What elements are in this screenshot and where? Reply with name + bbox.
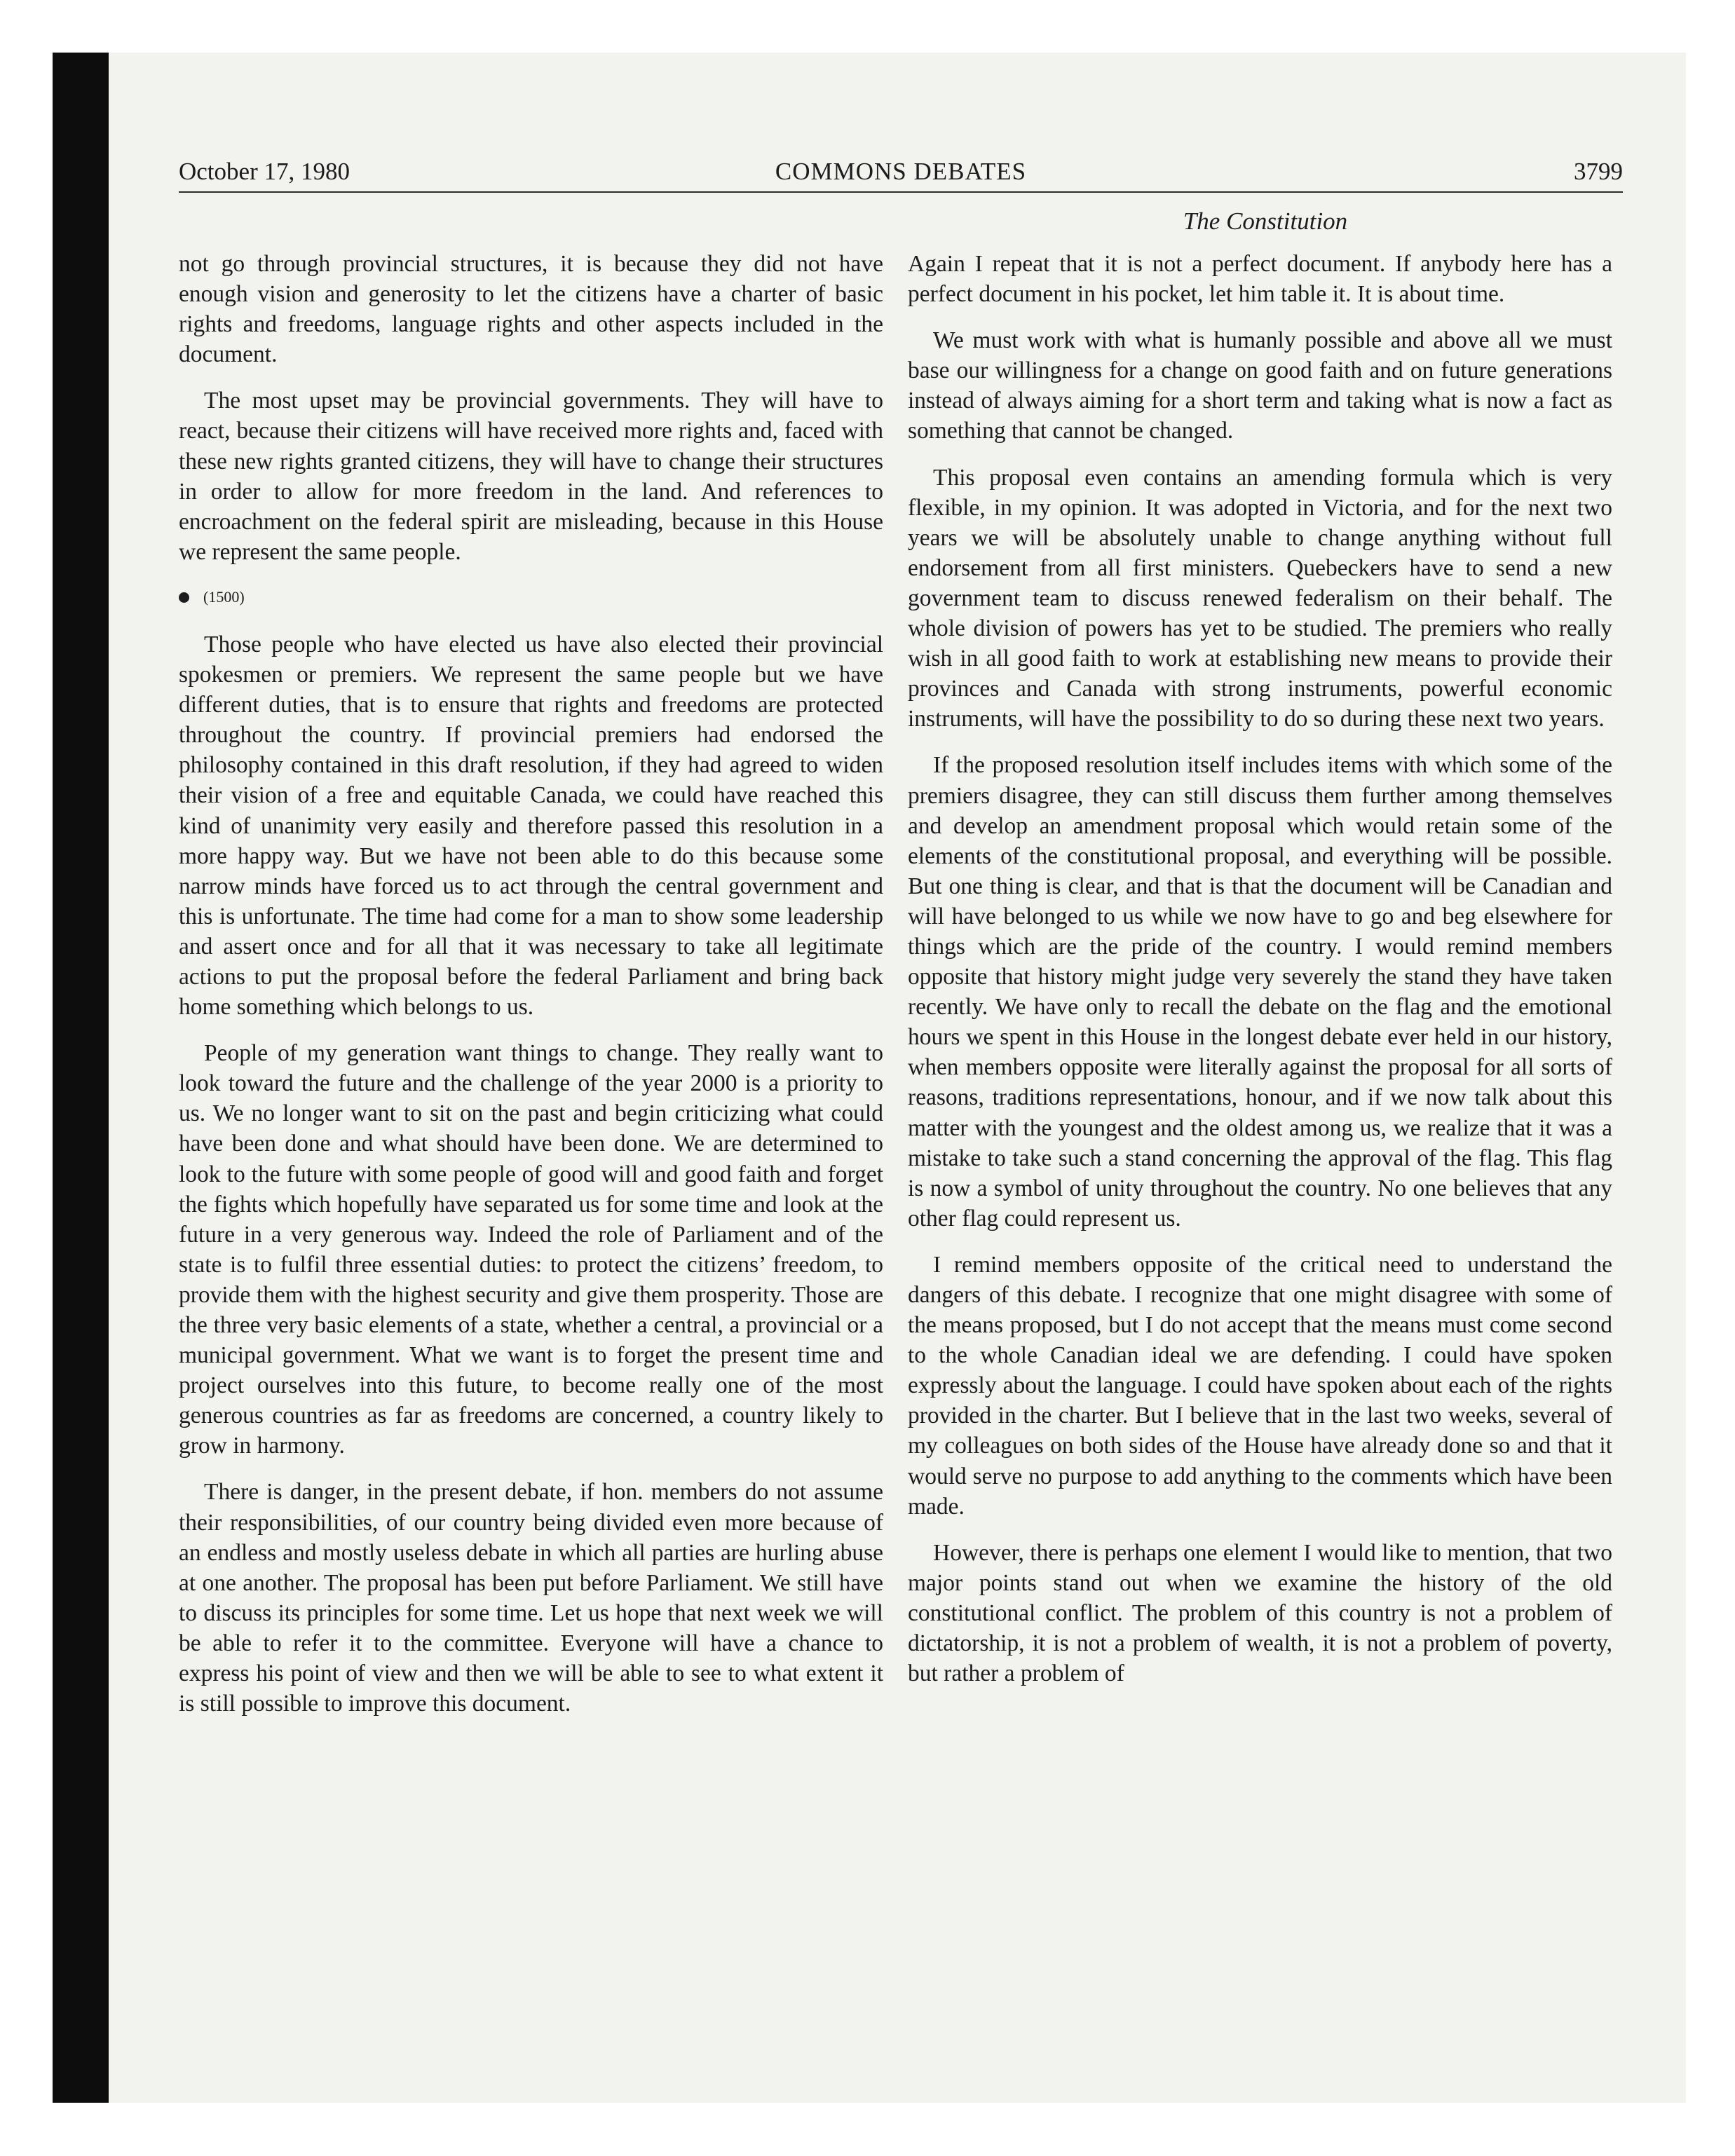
page-header xyxy=(179,155,1623,193)
paragraph: This proposal even contains an amending formula which is very flexible, in my opinion. It was adopted in Victoria, and for the next two years we will be absolutely unable to change anything without full endorsement from all first ministers. Quebeckers have to send a new government team to discuss renewed federalism on their behalf. The whole division of powers has yet to be studied. The premiers who really wish in all good faith to work at establishing new means to provide their provinces and Canada with strong instruments, powerful economic instruments, will have the possibility to do so during these next two years. xyxy=(908,464,1612,732)
binding-edge xyxy=(53,53,109,2103)
running-head: The Constitution xyxy=(1183,207,1348,235)
right-column xyxy=(908,249,1612,1705)
header-title: COMMONS DEBATES xyxy=(775,158,1027,185)
bullet-icon xyxy=(179,592,189,603)
header-date: October 17, 1980 xyxy=(179,158,350,185)
paragraph: Those people who have elected us have also elected their provincial spokesmen or premiers. We represent the same people but we have different duties, that is to ensure that rights and freedoms are protected throughout the country. If provincial premiers had endorsed the philosophy contained in this draft resolution, if they had agreed to widen their vision of a free and equitable Canada, we could have reached this kind of unanimity very easily and therefore passed this resolution in a more happy way. But we have not been able to do this because some narrow minds have forced us to act through the central government and this is unfortunate. The time had come for a man to show some leadership and assert once and for all that it was necessary to take all legitimate actions to put the proposal before the federal Parliament and bring back home something which belongs to us. xyxy=(179,631,883,1021)
paragraph: However, there is perhaps one element I would like to mention, that two major points stand out when we examine the history of the old constitutional conflict. The problem of this country is not a problem of dictatorship, it is not a problem of wealth, it is not a problem of poverty, but rather a problem of xyxy=(908,1539,1612,1687)
paragraph: I remind members opposite of the critical need to understand the dangers of this debate. I recognize that one might disagree with some of the means proposed, but I do not accept that the means must come second to the whole Canadian ideal we are defending. I could have spoken expressly about the language. I could have spoken about each of the rights provided in the charter. But I believe that in the last two weeks, several of my colleagues on both sides of the House have already done so and that it would serve no purpose to add anything to the comments which have been made. xyxy=(908,1251,1612,1520)
paragraph: People of my generation want things to change. They really want to look toward the future and the challenge of the year 2000 is a priority to us. We no longer want to sit on the past and begin criticizing what could have been done and what should have been done. We are determined to look to the future with some people of good will and good faith and forget the fights which hopefully have separated us for some time and look at the future in a very generous way. Indeed the role of Parliament and of the state is to fulfil three essential duties: to protect the citizens’ freedom, to provide them with the highest security and give them prosperity. Those are the three very basic elements of a state, whether a central, a provincial or a municipal government. What we want is to forget the present time and project ourselves into this future, to become really one of the most generous countries as far as freedoms are concerned, a country likely to grow in harmony. xyxy=(179,1040,883,1459)
paragraph: not go through provincial structures, it is because they did not have enough vision and generosity to let the citizens have a charter of basic rights and freedoms, language rights and other aspects included in the document. xyxy=(179,251,883,368)
paragraph: We must work with what is humanly possible and above all we must base our willingness for a change on good faith and on future generations instead of always aiming for a short term and taking what is now a fact as something that cannot be changed. xyxy=(908,327,1612,444)
paragraph: There is danger, in the present debate, if hon. members do not assume their responsibilities, of our country being divided even more because of an endless and mostly useless debate in which all parties are hurling abuse at one another. The proposal has been put before Parliament. We still have to discuss its principles for some time. Let us hope that next week we will be able to refer it to the committee. Everyone will have a chance to express his point of view and then we will be able to see to what extent it is still possible to improve this document. xyxy=(179,1479,883,1717)
header-page-number: 3799 xyxy=(1574,158,1623,185)
paragraph: If the proposed resolution itself includes items with which some of the premiers disagree, they can still discuss them further among themselves and develop an amendment proposal which would retain some of the elements of the constitutional proposal, and everything will be possible. But one thing is clear, and that is that the document will be Canadian and will have belonged to us while we now have to go and beg elsewhere for things which are the pride of the country. I would remind members opposite that history might judge very severely the stand they have taken recently. We have only to recall the debate on the flag and the emotional hours we spent in this House in the longest debate ever held in our history, when members opposite were literally against the proposal for all sorts of reasons, traditions representations, honour, and if we now talk about this matter with the youngest and the oldest among us, we realize that it was a mistake to take such a stand concerning the approval of the flag. This flag is now a symbol of unity throughout the country. No one believes that any other flag could represent us. xyxy=(908,752,1612,1231)
paragraph: Again I repeat that it is not a perfect document. If anybody here has a perfect document in his pocket, let him table it. It is about time. xyxy=(908,251,1612,308)
time-marker-label: (1500) xyxy=(203,587,245,606)
paragraph: The most upset may be provincial governments. They will have to react, because their citizens will have received more rights and, faced with these new rights granted citizens, they will have to change their structures in order to allow for more freedom in the land. And references to encroachment on the federal spirit are misleading, because in this House we represent the same people. xyxy=(179,388,883,565)
time-marker xyxy=(179,583,883,611)
left-column xyxy=(179,249,883,1735)
